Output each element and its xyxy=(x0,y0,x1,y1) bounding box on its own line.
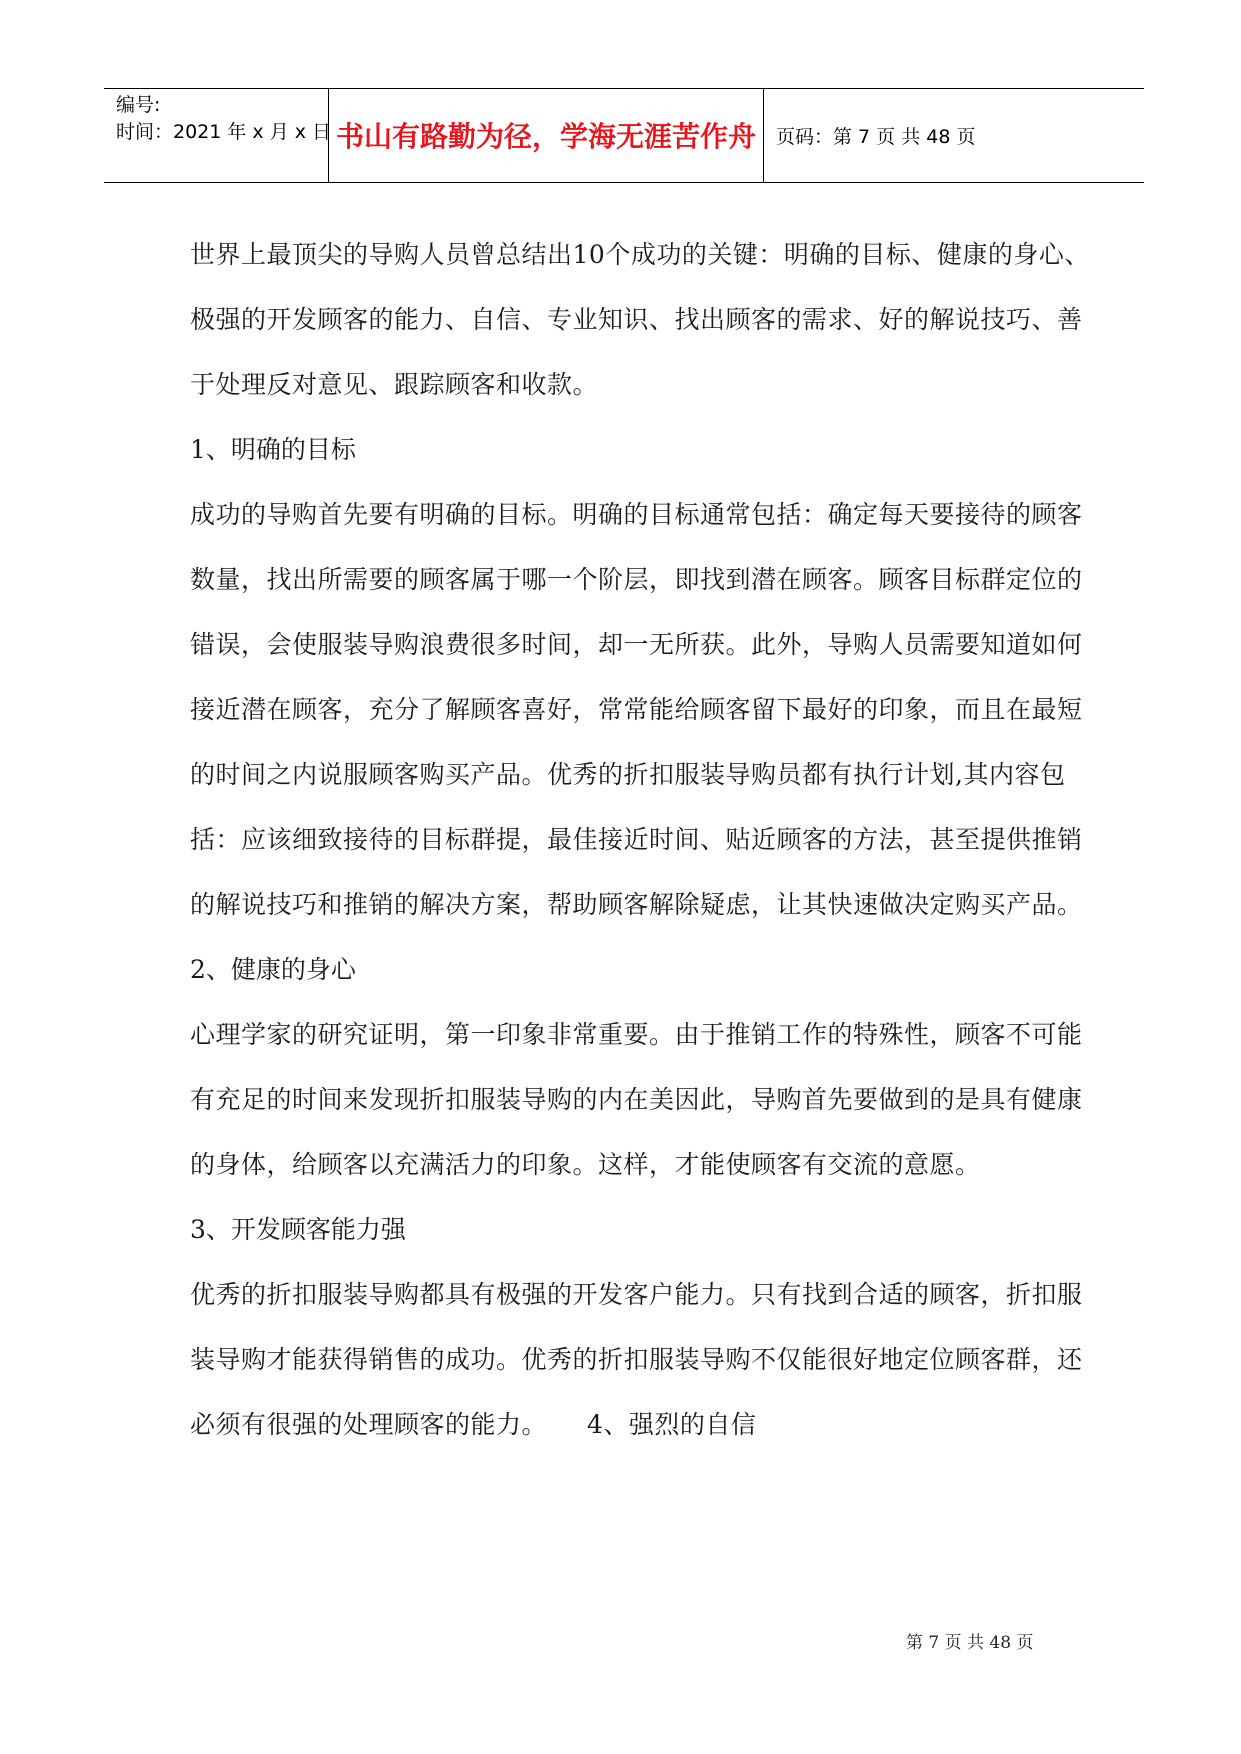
header-bottom-rule xyxy=(104,182,1144,183)
header-left-block xyxy=(116,92,331,146)
section-paragraph-3-text: 优秀的折扣服装导购都具有极强的开发客户能力。只有找到合适的顾客，折扣服装导购才能获得销售的成功。优秀的折扣服装导购不仅能很好地定位顾客群，还必须有很强的处理顾客的能力。 xyxy=(190,1280,1083,1439)
header-divider-right xyxy=(763,88,764,183)
header-motto: 书山有路勤为径，学海无涯苦作舟 xyxy=(335,120,756,153)
section-heading-1: 1、明确的目标 xyxy=(190,435,356,464)
header-number-label: 编号: xyxy=(116,94,161,116)
header-page-info: 页码：第 7 页 共 48 页 xyxy=(776,125,976,148)
header-time-label: 时间：2021 年 x 月 x 日 xyxy=(116,121,332,143)
section-paragraph-2: 心理学家的研究证明，第一印象非常重要。由于推销工作的特殊性，顾客不可能有充足的时间来发现折扣服装导购的内在美因此，导购首先要做到的是具有健康的身体，给顾客以充满活力的印象。这样，才能使顾客有交流的意愿。 xyxy=(190,1020,1083,1179)
section-paragraph-1: 成功的导购首先要有明确的目标。明确的目标通常包括：确定每天要接待的顾客数量，找出所需要的顾客属于哪一个阶层，即找到潜在顾客。顾客目标群定位的错误，会使服装导购浪费很多时间，却一无所获。此外，导购人员需要知道如何接近潜在顾客，充分了解顾客喜好，常常能给顾客留下最好的印象，而且在最短的时间之内说服顾客购买产品。优秀的折扣服装导购员都有执行计划,其内容包括：应该细致接待的目标群提，最佳接近时间、贴近顾客的方法，甚至提供推销的解说技巧和推销的解决方案，帮助顾客解除疑虑，让其快速做决定购买产品。 xyxy=(190,500,1083,919)
section-heading-3: 3、开发顾客能力强 xyxy=(190,1215,406,1244)
section-heading-4: 4、强烈的自信 xyxy=(587,1410,757,1439)
section-paragraph-3 xyxy=(190,1262,1090,1457)
intro-paragraph: 世界上最顶尖的导购人员曾总结出10个成功的关键：明确的目标、健康的身心、极强的开发顾客的能力、自信、专业知识、找出顾客的需求、好的解说技巧、善于处理反对意见、跟踪顾客和收款。 xyxy=(190,240,1090,399)
page-header xyxy=(104,88,1144,184)
section-heading-2: 2、健康的身心 xyxy=(190,955,356,984)
page-footer: 第 7 页 共 48 页 xyxy=(906,1633,1034,1653)
document-body xyxy=(190,222,1090,1457)
